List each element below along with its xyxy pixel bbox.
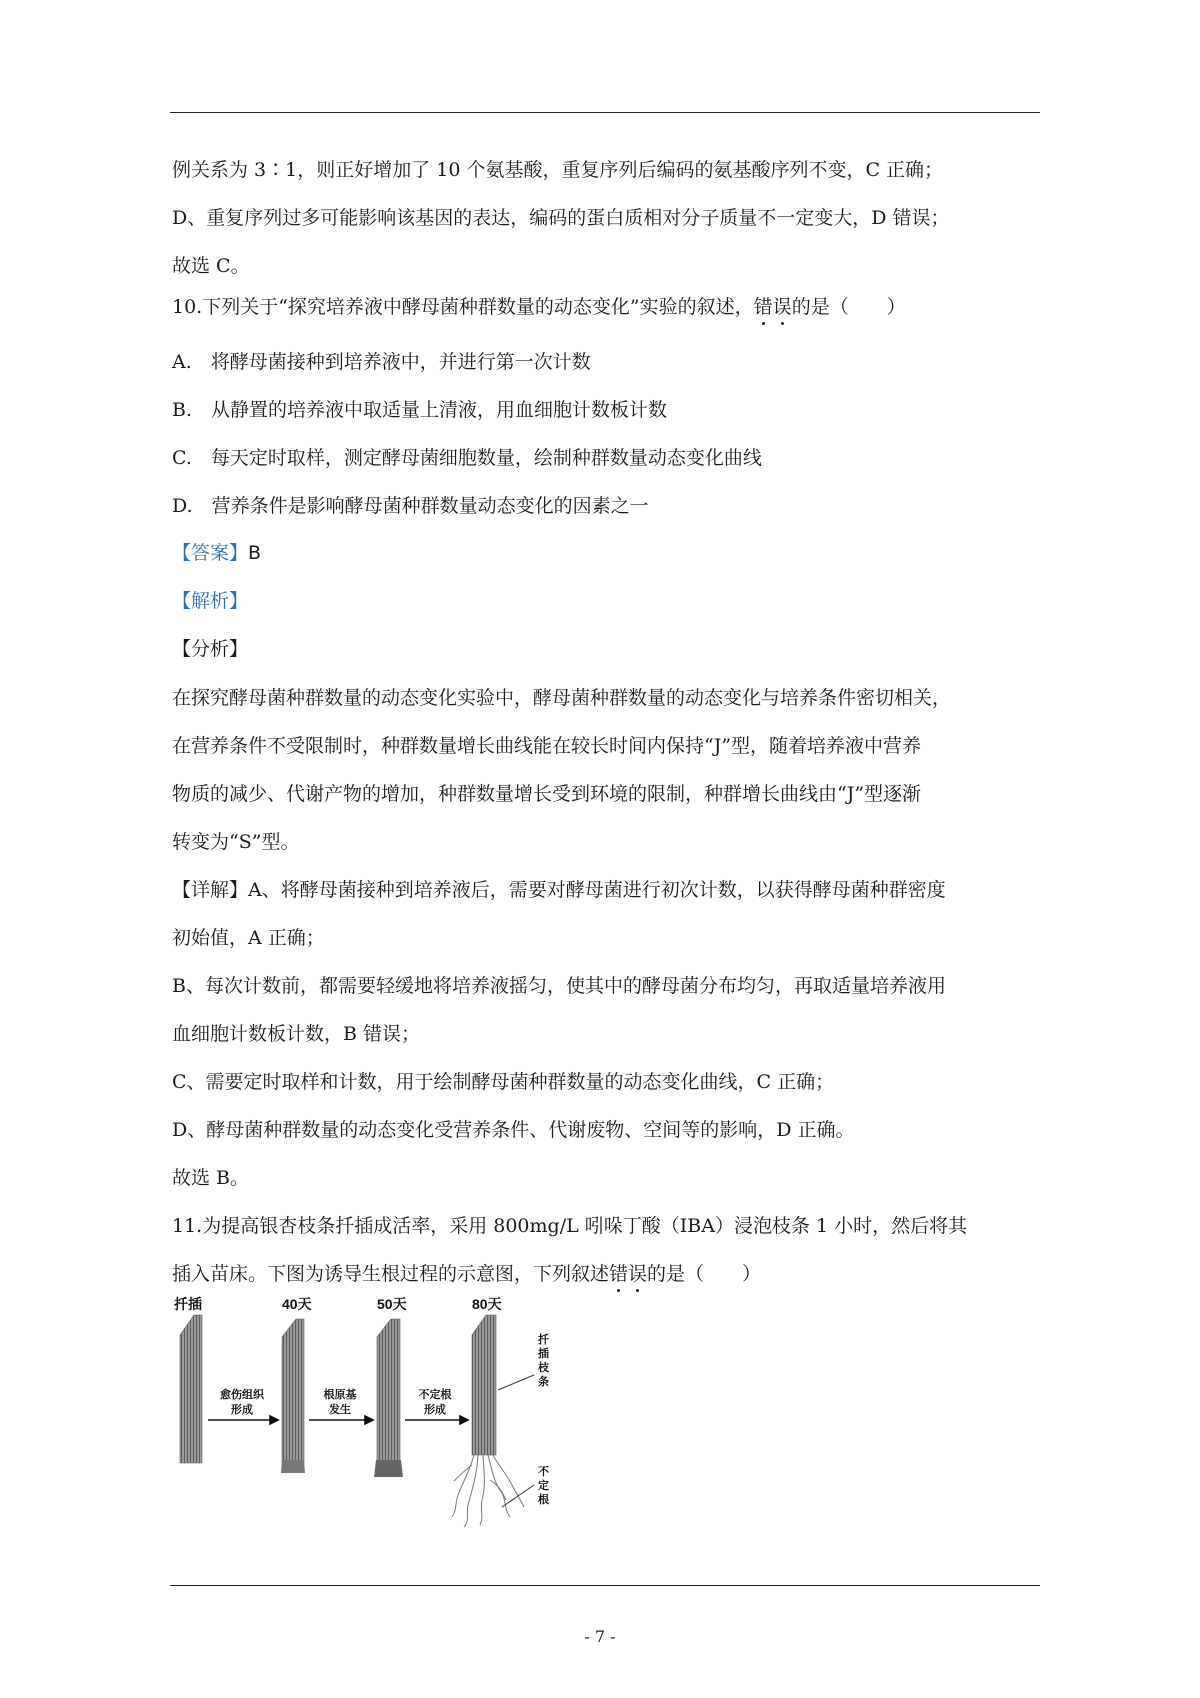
answer-value: B xyxy=(248,542,262,564)
adventitious-roots xyxy=(452,1455,524,1527)
side-label: 定 xyxy=(538,1480,549,1492)
xiangjie-line: B、每次计数前，都需要轻缓地将培养液摇匀，使其中的酵母菌分布均匀，再取适量培养液用 xyxy=(172,975,946,997)
side-label: 枝 xyxy=(538,1362,549,1374)
text-line: 例关系为 3∶1，则正好增加了 10 个氨基酸，重复序列后编码的氨基酸序列不变，C 正确； xyxy=(172,159,944,181)
xiangjie-line: 初始值，A 正确； xyxy=(172,927,325,949)
page-number: - 7 - xyxy=(584,1627,616,1646)
stem-text: 10.下列关于“探究培养液中酵母菌种群数量的动态变化”实验的叙述， xyxy=(172,296,754,318)
xiangjie-line: C、需要定时取样和计数，用于绘制酵母菌种群数量的动态变化曲线，C 正确； xyxy=(172,1071,835,1093)
stage-label: 扦插 xyxy=(174,1296,202,1312)
cutting-stage-4 xyxy=(472,1315,496,1455)
answer-label: 【答案】 xyxy=(172,542,249,564)
arrow-3-head xyxy=(460,1416,468,1424)
stem-text: 的是（ ） xyxy=(647,1263,762,1285)
cutting-stage-3 xyxy=(377,1319,400,1470)
arrow-1-head xyxy=(270,1416,278,1424)
xiangjie-text: A、将酵母菌接种到培养液后，需要对酵母菌进行初次计数，以获得酵母菌种群密度 xyxy=(248,879,946,901)
emphasis-char: 错 xyxy=(753,296,773,318)
question-11-line: 11.为提高银杏枝条扦插成活率，采用 800mg/L 吲哚丁酸（IBA）浸泡枝条 1 小时，然后将其 xyxy=(172,1215,968,1237)
question-10-stem xyxy=(172,295,906,319)
option-c: C. 每天定时取样，测定酵母菌细胞数量，绘制种群数量动态变化曲线 xyxy=(172,447,762,469)
stem-text: 插入苗床。下图为诱导生根过程的示意图，下列叙述 xyxy=(172,1263,610,1285)
xiangjie-line xyxy=(172,878,946,902)
option-a: A. 将酵母菌接种到培养液中，并进行第一次计数 xyxy=(172,351,591,373)
xiangjie-label: 【详解】 xyxy=(172,879,249,901)
arrow-label: 根原基 xyxy=(323,1389,357,1401)
side-label: 根 xyxy=(538,1494,549,1506)
side-label: 不 xyxy=(538,1466,549,1478)
question-11-line xyxy=(172,1262,761,1286)
text-line: D、重复序列过多可能影响该基因的表达，编码的蛋白质相对分子质量不一定变大，D 错误； xyxy=(172,207,950,229)
callus-bump xyxy=(281,1460,305,1473)
arrow-label: 愈伤组织 xyxy=(220,1389,264,1401)
fenxi-label: 【分析】 xyxy=(172,638,249,660)
answer-line xyxy=(172,541,261,565)
side-label: 扦 xyxy=(538,1334,549,1346)
footer-rule xyxy=(170,1585,1040,1586)
cutting-stage-2 xyxy=(282,1319,304,1470)
stage-label: 80天 xyxy=(472,1296,502,1312)
fenxi-line: 在探究酵母菌种群数量的动态变化实验中，酵母菌种群数量的动态变化与培养条件密切相关， xyxy=(172,687,952,709)
fenxi-line: 物质的减少、代谢产物的增加，种群数量增长受到环境的限制，种群增长曲线由“J”型逐渐 xyxy=(172,783,922,805)
cutting-stage-1 xyxy=(180,1315,202,1463)
emphasis-char: 错 xyxy=(609,1263,629,1285)
arrow-label: 形成 xyxy=(231,1404,253,1416)
side-label: 插 xyxy=(538,1348,549,1360)
root-primordia xyxy=(374,1460,403,1477)
arrow-2-head xyxy=(365,1416,373,1424)
xiangjie-line: 故选 B。 xyxy=(172,1167,250,1189)
text-line: 故选 C。 xyxy=(172,255,250,277)
rooting-process-figure xyxy=(172,1295,602,1530)
leader-line-root xyxy=(502,1485,534,1507)
arrow-label: 不定根 xyxy=(418,1389,452,1401)
jiexi-label: 【解析】 xyxy=(172,590,249,612)
header-rule xyxy=(170,112,1040,113)
leader-line-cutting xyxy=(498,1375,534,1390)
option-b: B. 从静置的培养液中取适量上清液，用血细胞计数板计数 xyxy=(172,399,668,421)
stage-label: 40天 xyxy=(282,1296,312,1312)
option-d: D. 营养条件是影响酵母菌种群数量动态变化的因素之一 xyxy=(172,495,649,517)
side-label: 条 xyxy=(538,1376,549,1388)
fenxi-line: 在营养条件不受限制时，种群数量增长曲线能在较长时间内保持“J”型，随着培养液中营养 xyxy=(172,735,922,757)
arrow-label: 形成 xyxy=(424,1404,446,1416)
emphasis-char: 误 xyxy=(772,296,792,318)
stem-text: 的是（ ） xyxy=(791,296,906,318)
arrow-label: 发生 xyxy=(329,1404,351,1416)
emphasis-char: 误 xyxy=(628,1263,648,1285)
fenxi-line: 转变为“S”型。 xyxy=(172,831,300,853)
stage-label: 50天 xyxy=(377,1296,407,1312)
xiangjie-line: D、酵母菌种群数量的动态变化受营养条件、代谢废物、空间等的影响，D 正确。 xyxy=(172,1119,855,1141)
xiangjie-line: 血细胞计数板计数，B 错误； xyxy=(172,1023,421,1045)
